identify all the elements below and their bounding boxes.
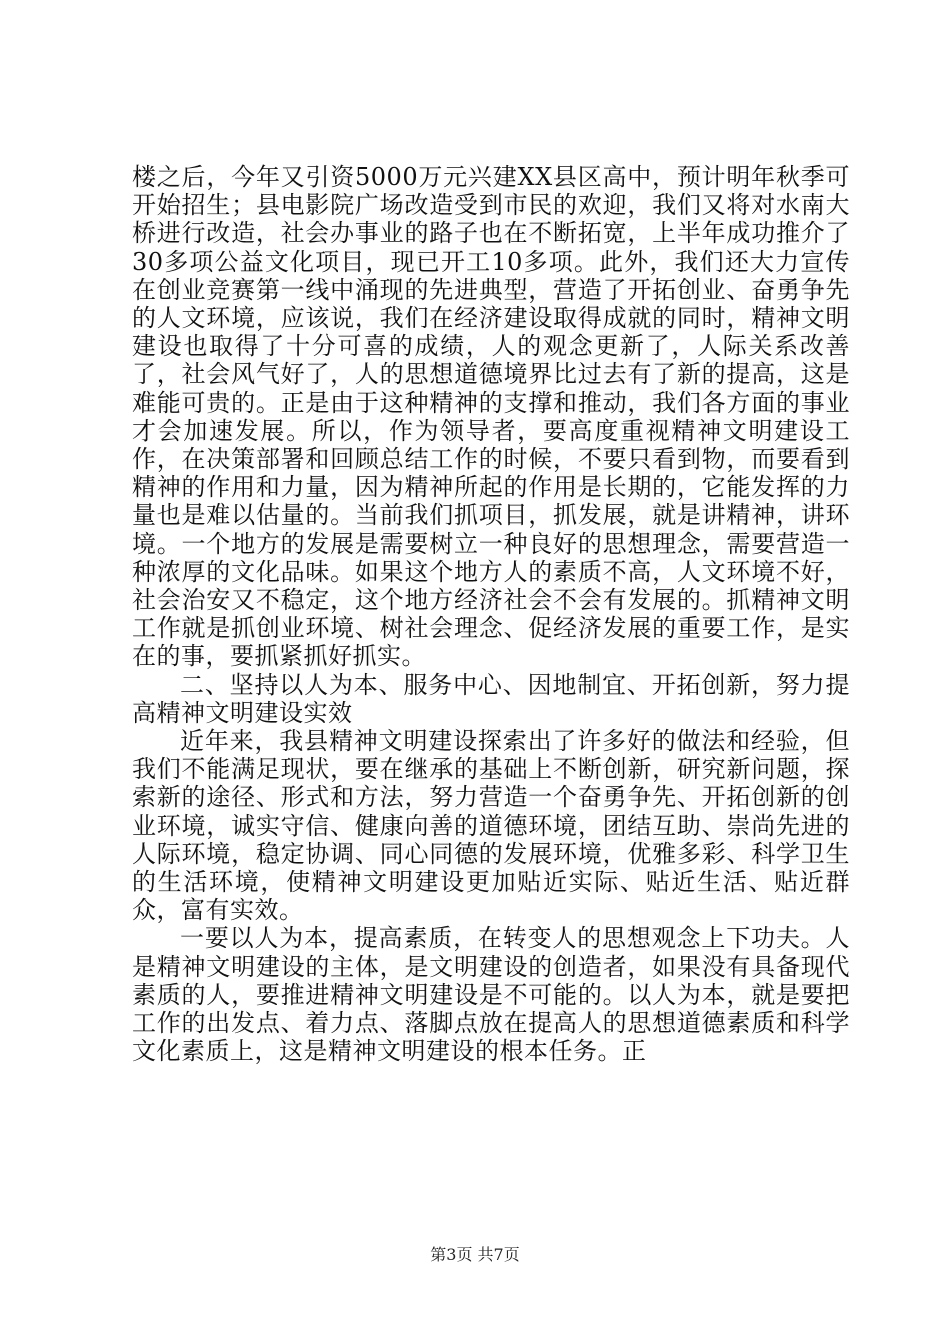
paragraph-3: 近年来，我县精神文明建设探索出了许多好的做法和经验，但我们不能满足现状，要在继承的基础上不断创新，研究新问题，探索新的途径、形式和方法，努力营造一个奋勇争先、开拓创新的创业环境，诚实守信、健康向善的道德环境，团结互助、崇尚先进的人际环境，稳定协调、同心同德的发展环境，优雅多彩、科学卫生的生活环境，使精神文明建设更加贴近实际、贴近生活、贴近群众，富有实效。 [132, 727, 850, 925]
paragraph-1: 楼之后，今年又引资5000万元兴建XX县区高中，预计明年秋季可开始招生；县电影院广场改造受到市民的欢迎，我们又将对水南大桥进行改造，社会办事业的路子也在不断拓宽，上半年成功推介了30多项公益文化项目，现已开工10多项。此外，我们还大力宣传在创业竞赛第一线中涌现的先进典型，营造了开拓创业、奋勇争先的人文环境，应该说，我们在经济建设取得成就的同时，精神文明建设也取得了十分可喜的成绩，人的观念更新了，人际关系改善了，社会风气好了，人的思想道德境界比过去有了新的提高，这是难能可贵的。正是由于这种精神的支撑和推动，我们各方面的事业才会加速发展。所以，作为领导者，要高度重视精神文明建设工作，在决策部署和回顾总结工作的时候，不要只看到物，而要看到精神的作用和力量，因为精神所起的作用是长期的，它能发挥的力量也是难以估量的。当前我们抓项目，抓发展，就是讲精神，讲环境。一个地方的发展是需要树立一种良好的思想理念，需要营造一种浓厚的文化品味。如果这个地方人的素质不高，人文环境不好，社会治安又不稳定，这个地方经济社会不会有发展的。抓精神文明工作就是抓创业环境、树社会理念、促经济发展的重要工作，是实在的事，要抓紧抓好抓实。 [132, 163, 850, 671]
paragraph-2-heading: 二、坚持以人为本、服务中心、因地制宜、开拓创新，努力提高精神文明建设实效 [132, 670, 850, 727]
page-number-footer: 第3页 共7页 [430, 1245, 520, 1264]
paragraph-4: 一要以人为本，提高素质，在转变人的思想观念上下功夫。人是精神文明建设的主体，是文明建设的创造者，如果没有具备现代素质的人，要推进精神文明建设是不可能的。以人为本，就是要把工作的出发点、着力点、落脚点放在提高人的思想道德素质和科学文化素质上，这是精神文明建设的根本任务。正 [132, 924, 850, 1066]
body-text [132, 163, 850, 1066]
